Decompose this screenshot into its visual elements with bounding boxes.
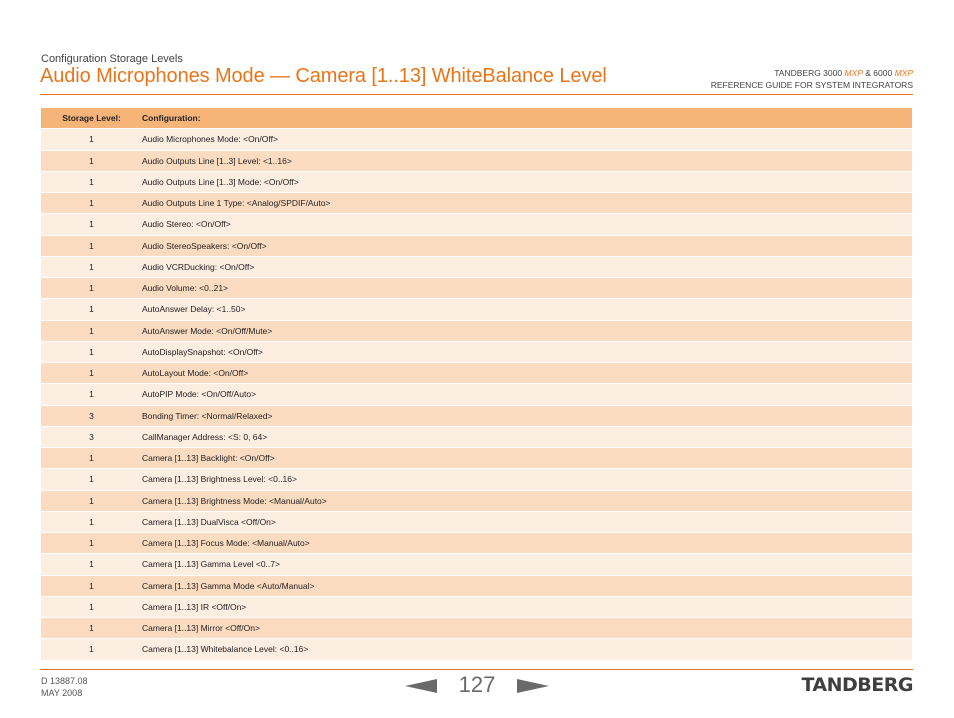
configuration-cell: AutoAnswer Delay: <1..50> — [142, 299, 912, 320]
page-title: Audio Microphones Mode — Camera [1..13] WhiteBalance Level — [40, 65, 607, 87]
header-storage-level: Storage Level: — [41, 108, 142, 129]
table-row — [41, 320, 912, 341]
configuration-cell: Camera [1..13] Whitebalance Level: <0..16> — [142, 639, 912, 660]
header-configuration: Configuration: — [142, 108, 912, 129]
storage-level-cell: 1 — [41, 490, 142, 511]
configuration-cell: Camera [1..13] Mirror <Off/On> — [142, 618, 912, 639]
table-row — [41, 533, 912, 554]
configuration-cell: Camera [1..13] Gamma Level <0..7> — [142, 554, 912, 575]
storage-level-cell: 1 — [41, 150, 142, 171]
table-row — [41, 511, 912, 532]
storage-level-cell: 1 — [41, 469, 142, 490]
configuration-cell: Camera [1..13] Backlight: <On/Off> — [142, 448, 912, 469]
page-nav — [405, 672, 549, 702]
doc-id: D 13887.08 — [41, 676, 88, 686]
configuration-cell: CallManager Address: <S: 0, 64> — [142, 426, 912, 447]
table-row — [41, 214, 912, 235]
storage-level-cell: 1 — [41, 171, 142, 192]
table-row — [41, 171, 912, 192]
storage-level-cell: 1 — [41, 320, 142, 341]
config-table — [41, 108, 912, 661]
configuration-cell: AutoDisplaySnapshot: <On/Off> — [142, 341, 912, 362]
storage-level-cell: 1 — [41, 448, 142, 469]
storage-level-cell: 1 — [41, 278, 142, 299]
brand-mxp-b: MXP — [894, 68, 913, 78]
configuration-cell: Camera [1..13] Focus Mode: <Manual/Auto> — [142, 533, 912, 554]
table-row — [41, 490, 912, 511]
configuration-cell: Camera [1..13] Gamma Mode <Auto/Manual> — [142, 575, 912, 596]
table-row — [41, 299, 912, 320]
configuration-cell: Audio StereoSpeakers: <On/Off> — [142, 235, 912, 256]
brand-product-6000: & 6000 — [862, 68, 893, 78]
brand-product-3000: TANDBERG 3000 — [774, 68, 843, 78]
configuration-cell: Audio Stereo: <On/Off> — [142, 214, 912, 235]
configuration-cell: Camera [1..13] DualVisca <Off/On> — [142, 511, 912, 532]
storage-level-cell: 1 — [41, 341, 142, 362]
doc-date: MAY 2008 — [41, 688, 83, 698]
storage-level-cell: 1 — [41, 214, 142, 235]
configuration-cell: Audio Outputs Line [1..3] Level: <1..16> — [142, 150, 912, 171]
configuration-cell: AutoLayout Mode: <On/Off> — [142, 363, 912, 384]
storage-level-cell: 1 — [41, 554, 142, 575]
configuration-cell: Bonding Timer: <Normal/Relaxed> — [142, 405, 912, 426]
storage-level-cell: 1 — [41, 639, 142, 660]
brand-block — [711, 67, 913, 91]
storage-level-cell: 1 — [41, 299, 142, 320]
section-label: Configuration Storage Levels — [41, 53, 183, 65]
header-rule — [40, 94, 913, 95]
configuration-cell: Camera [1..13] Brightness Mode: <Manual/Auto> — [142, 490, 912, 511]
table-row — [41, 129, 912, 150]
configuration-cell: Audio Volume: <0..21> — [142, 278, 912, 299]
storage-level-cell: 1 — [41, 533, 142, 554]
storage-level-cell: 1 — [41, 235, 142, 256]
table-row — [41, 193, 912, 214]
brand-line-product — [711, 67, 913, 79]
brand-line-guide: REFERENCE GUIDE FOR SYSTEM INTEGRATORS — [710, 80, 913, 90]
table-row — [41, 341, 912, 362]
storage-level-cell: 1 — [41, 256, 142, 277]
storage-level-cell: 1 — [41, 193, 142, 214]
table-row — [41, 405, 912, 426]
storage-level-cell: 1 — [41, 511, 142, 532]
doc-number — [41, 675, 88, 699]
brand-mxp-a: MXP — [844, 68, 863, 78]
table-row — [41, 448, 912, 469]
footer-rule — [40, 669, 913, 670]
table-header-row — [41, 108, 912, 129]
configuration-cell: AutoPIP Mode: <On/Off/Auto> — [142, 384, 912, 405]
configuration-cell: AutoAnswer Mode: <On/Off/Mute> — [142, 320, 912, 341]
table-row — [41, 639, 912, 660]
table-row — [41, 554, 912, 575]
configuration-cell: Camera [1..13] Brightness Level: <0..16> — [142, 469, 912, 490]
table-row — [41, 256, 912, 277]
storage-level-cell: 1 — [41, 363, 142, 384]
table-row — [41, 384, 912, 405]
storage-level-cell: 1 — [41, 384, 142, 405]
table-row — [41, 235, 912, 256]
storage-level-cell: 1 — [41, 129, 142, 150]
table-row — [41, 363, 912, 384]
configuration-cell: Audio Outputs Line 1 Type: <Analog/SPDIF/Auto> — [142, 193, 912, 214]
page-number: 127 — [458, 672, 496, 697]
table-row — [41, 575, 912, 596]
storage-level-cell: 3 — [41, 426, 142, 447]
table-row — [41, 278, 912, 299]
table-row — [41, 469, 912, 490]
storage-level-cell: 1 — [41, 618, 142, 639]
table-body — [41, 129, 912, 660]
table-row — [41, 618, 912, 639]
configuration-cell: Camera [1..13] IR <Off/On> — [142, 596, 912, 617]
configuration-cell: Audio Outputs Line [1..3] Mode: <On/Off> — [142, 171, 912, 192]
next-page-arrow-icon[interactable] — [517, 679, 549, 693]
storage-level-cell: 1 — [41, 596, 142, 617]
storage-level-cell: 1 — [41, 575, 142, 596]
storage-level-cell: 3 — [41, 405, 142, 426]
configuration-cell: Audio VCRDucking: <On/Off> — [142, 256, 912, 277]
table-row — [41, 596, 912, 617]
configuration-cell: Audio Microphones Mode: <On/Off> — [142, 129, 912, 150]
table-row — [41, 150, 912, 171]
tandberg-logo: TANDBERG — [801, 674, 913, 696]
table-row — [41, 426, 912, 447]
